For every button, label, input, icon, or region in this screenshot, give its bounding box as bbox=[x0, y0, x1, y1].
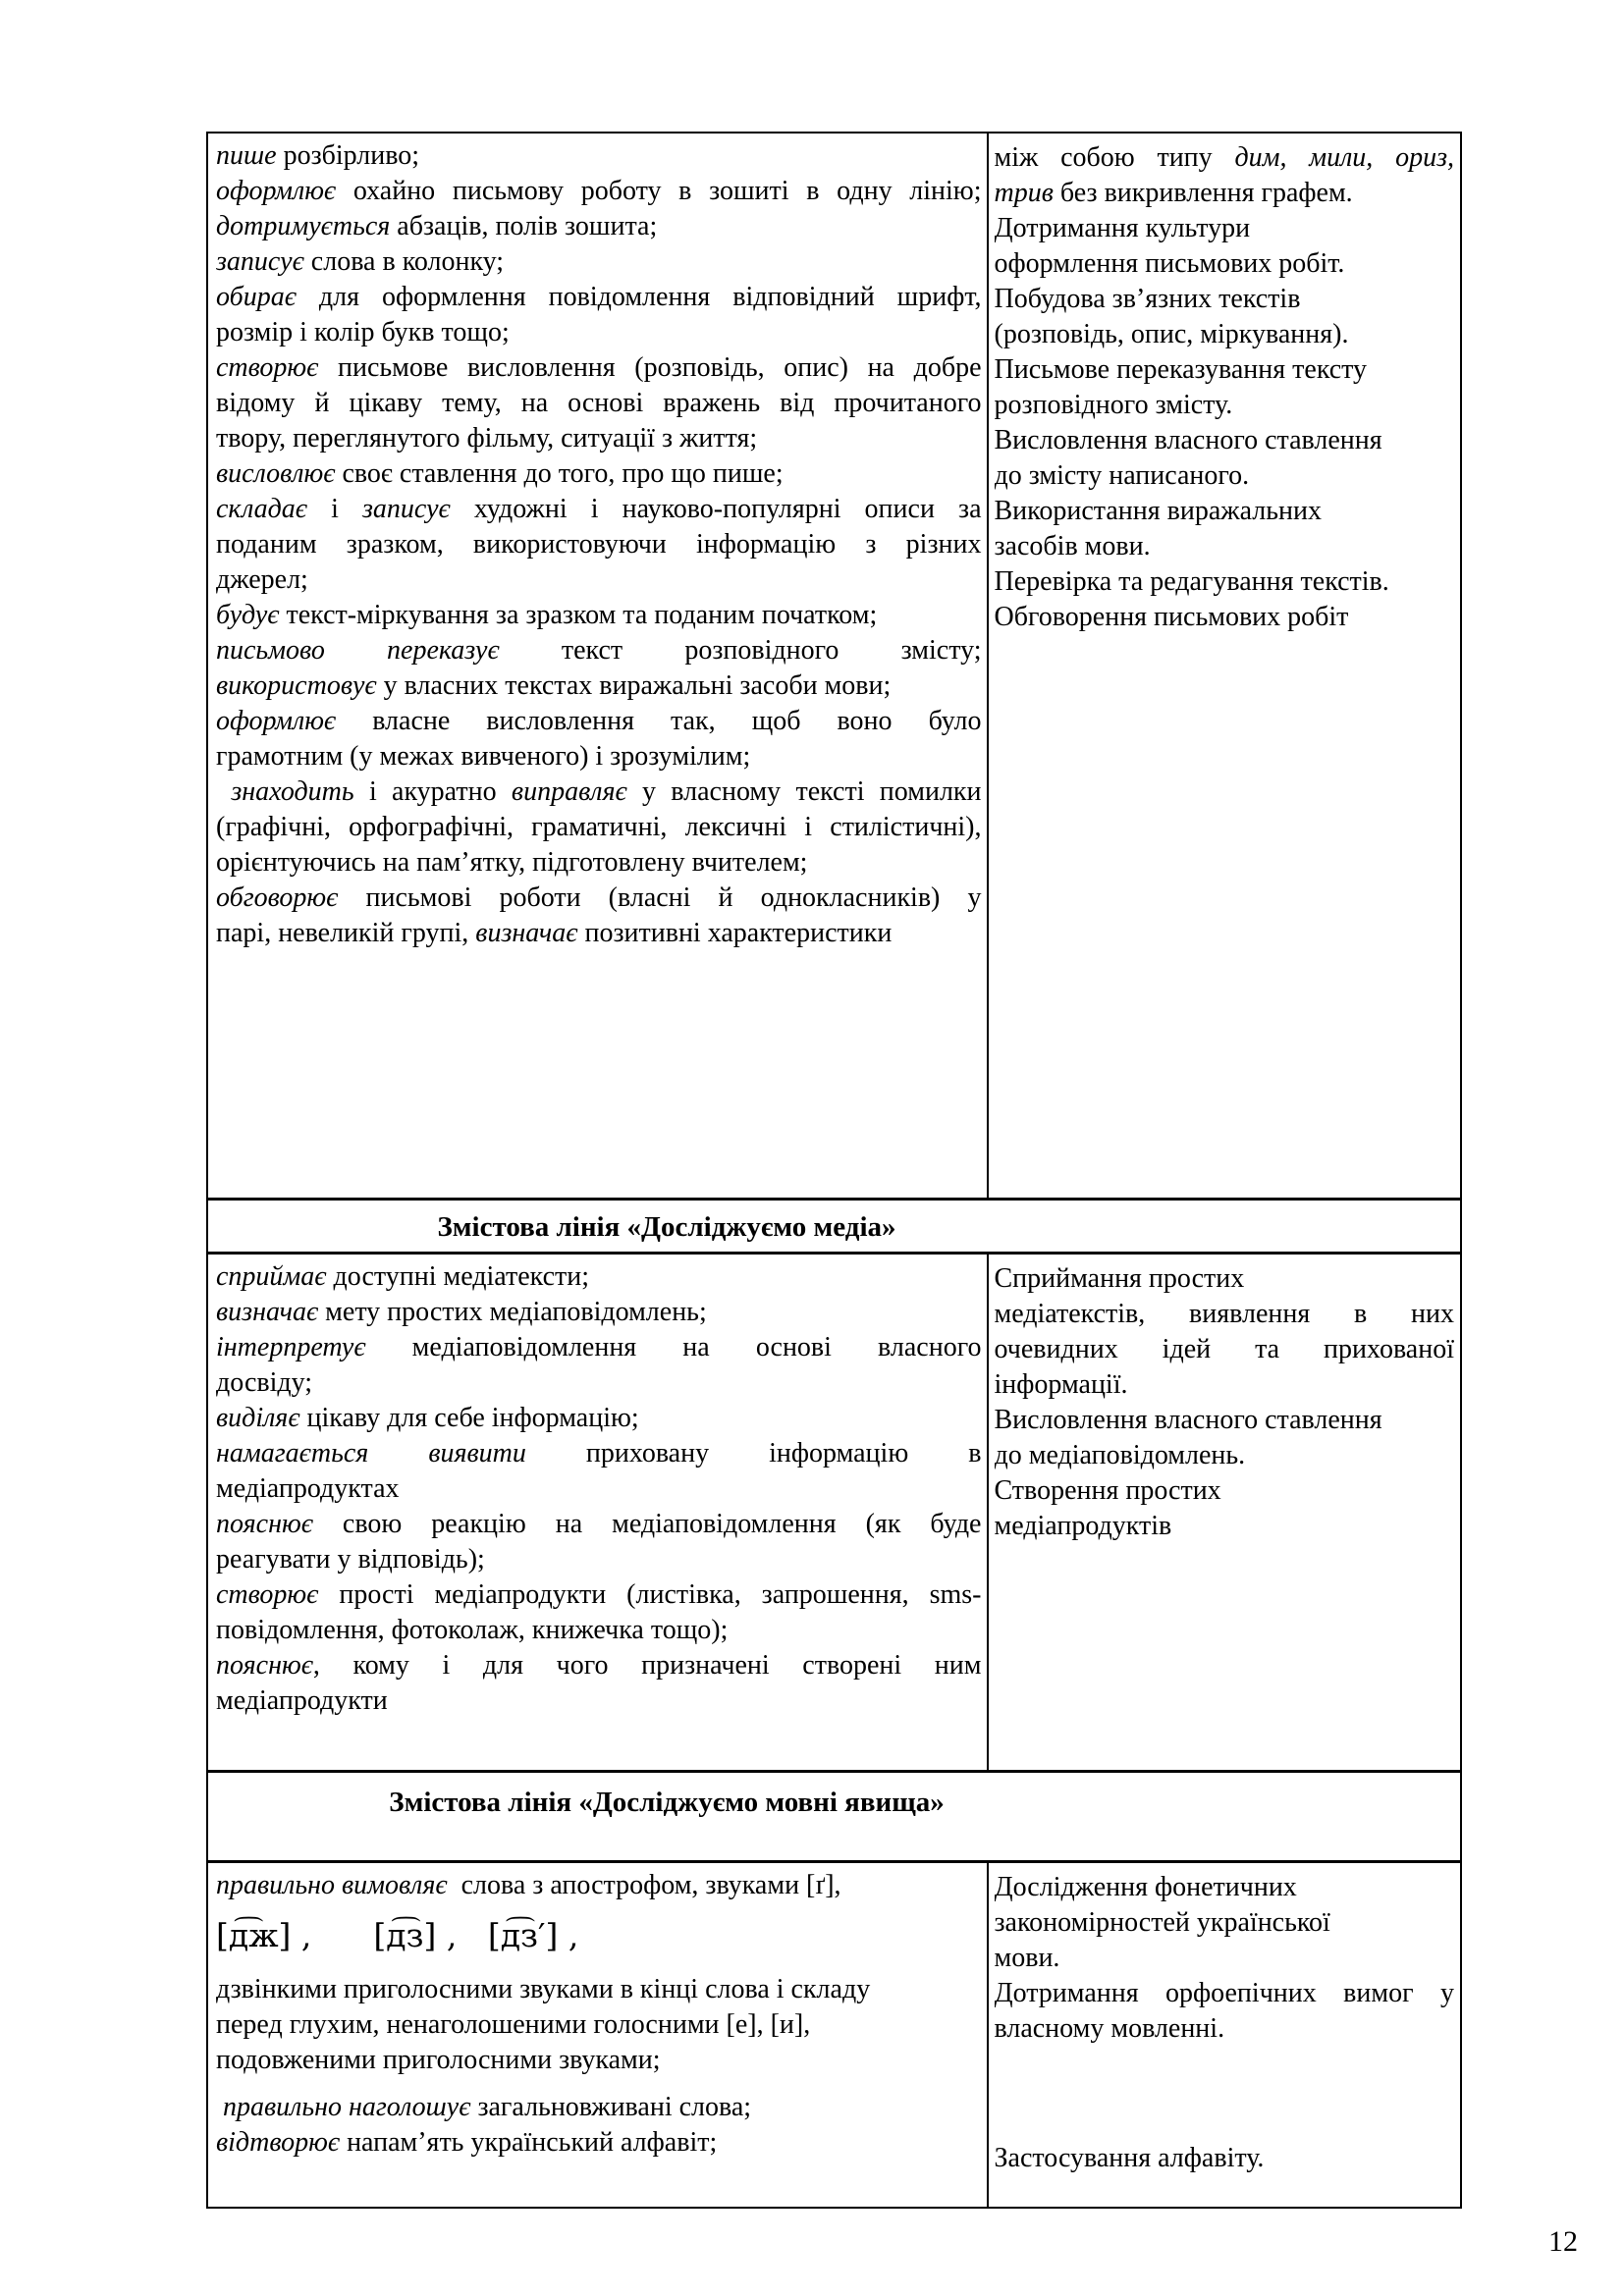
phonetics-content-cell bbox=[989, 1863, 1461, 2207]
text-line: повідомлення, фотоколаж, книжечка тощо); bbox=[216, 1615, 729, 1645]
text-line: створює письмове висловлення (розповідь, опис) на добре bbox=[216, 352, 982, 383]
text-line: використовує у власних текстах виражальні засоби мови; bbox=[216, 670, 892, 701]
text-line: медіапродукти bbox=[216, 1685, 388, 1716]
text-line: досвіду; bbox=[216, 1367, 313, 1398]
text-line: Дотримання орфоепічних вимог у bbox=[994, 1978, 1454, 2008]
text-line: Сприймання простих bbox=[994, 1263, 1245, 1294]
media-section-row bbox=[208, 1255, 1460, 1770]
curriculum-table bbox=[206, 132, 1462, 2209]
text-line: Обговорення письмових робіт bbox=[994, 602, 1349, 632]
text-line: оформлення письмових робіт. bbox=[994, 248, 1345, 279]
text-line: Письмове переказування тексту bbox=[994, 354, 1368, 385]
text-line: відому й цікаву тему, на основі вражень від прочитаного bbox=[216, 388, 982, 418]
text-line: до медіаповідомлень. bbox=[994, 1440, 1246, 1470]
text-line: реагувати у відповідь); bbox=[216, 1544, 485, 1575]
text-line: обирає для оформлення повідомлення відповідний шрифт, bbox=[216, 282, 982, 312]
text-line: твору, переглянутого фільму, ситуації з життя; bbox=[216, 423, 758, 454]
text-line: грамотним (у межах вивченого) і зрозумілим; bbox=[216, 741, 751, 772]
text-line: Побудова зв’язних текстів bbox=[994, 284, 1301, 314]
text-line: створює прості медіапродукти (листівка, запрошення, sms- bbox=[216, 1579, 982, 1610]
text-line bbox=[995, 2047, 1455, 2141]
text-line: визначає мету простих медіаповідомлень; bbox=[216, 1297, 707, 1327]
text-line: медіатекстів, виявлення в них bbox=[994, 1299, 1454, 1329]
text-line: орієнтуючись на пам’ятку, підготовлену вчителем; bbox=[216, 847, 808, 878]
text-line: (графічні, орфографічні, граматичні, лексичні і стилістичні), bbox=[216, 812, 982, 842]
media-outcomes-cell bbox=[208, 1255, 989, 1770]
phonetics-section-row bbox=[208, 1863, 1460, 2207]
text-line: перед глухим, ненаголошеними голосними [е], [и], bbox=[216, 2009, 811, 2040]
text-line: поданим зразком, використовуючи інформацію з різних bbox=[216, 529, 982, 560]
text-line: відтворює напам’ять український алфавіт; bbox=[216, 2127, 718, 2158]
text-line: обговорює письмові роботи (власні й однокласників) у bbox=[216, 882, 982, 913]
section-header-language bbox=[208, 1770, 1460, 1863]
text-line: Використання виражальних bbox=[994, 496, 1322, 526]
text-line: Дослідження фонетичних bbox=[994, 1872, 1297, 1902]
section-header-media bbox=[208, 1198, 1460, 1255]
text-line: джерел; bbox=[216, 564, 308, 595]
text-line: дотримується абзаців, полів зошита; bbox=[216, 211, 658, 241]
text-line: Висловлення власного ставлення bbox=[994, 425, 1382, 455]
text-line: парі, невеликій групі, визначає позитивні характеристики bbox=[216, 918, 893, 948]
text-line: медіапродуктах bbox=[216, 1473, 400, 1504]
text-line: розмір і колір букв тощо; bbox=[216, 317, 510, 347]
text-line: знаходить і акуратно виправляє у власному тексті помилки bbox=[231, 776, 982, 807]
text-line: висловлює своє ставлення до того, про що пише; bbox=[216, 458, 784, 489]
text-line: Створення простих bbox=[994, 1475, 1221, 1506]
text-line: між собою типу дим, мили, ориз, bbox=[994, 142, 1454, 173]
text-line: медіапродуктів bbox=[994, 1511, 1172, 1541]
text-line: складає і записує художні і науково-популярні описи за bbox=[216, 494, 982, 524]
media-content-cell bbox=[989, 1255, 1461, 1770]
text-line: власному мовленні. bbox=[994, 2013, 1225, 2044]
text-line: записує слова в колонку; bbox=[216, 246, 505, 277]
writing-outcomes-cell bbox=[208, 133, 989, 1198]
text-line: пояснює, кому і для чого призначені створені ним bbox=[216, 1650, 982, 1681]
text-line: [д͡ж] , [д͡з] , [д͡з′] , bbox=[216, 1916, 579, 1954]
text-line: Дотримання культури bbox=[994, 213, 1251, 243]
text-line: правильно наголошує загальновживані слова; bbox=[223, 2092, 752, 2122]
text-line: до змісту написаного. bbox=[994, 460, 1250, 491]
text-line: Перевірка та редагування текстів. bbox=[994, 566, 1389, 597]
text-line: правильно вимовляє слова з апострофом, звуками [ґ], bbox=[216, 1870, 841, 1900]
writing-content-cell bbox=[989, 133, 1461, 1198]
text-line: подовженими приголосними звуками; bbox=[216, 2045, 661, 2075]
text-line: намагається виявити приховану інформацію в bbox=[216, 1438, 982, 1468]
section-header-language-title: Змістова лінія «Досліджуємо мовні явища» bbox=[389, 1787, 945, 1818]
text-line: оформлює власне висловлення так, щоб воно було bbox=[216, 706, 982, 736]
phonetics-outcomes-cell bbox=[208, 1863, 989, 2207]
text-line: Висловлення власного ставлення bbox=[994, 1405, 1382, 1435]
text-line: очевидних ідей та прихованої bbox=[994, 1334, 1454, 1364]
text-line: трив без викривлення графем. bbox=[994, 178, 1353, 208]
section-header-media-title: Змістова лінія «Досліджуємо медіа» bbox=[437, 1211, 896, 1243]
text-line: письмово переказує текст розповідного змісту; bbox=[216, 635, 982, 666]
writing-section-row bbox=[208, 133, 1460, 1198]
text-line: оформлює охайно письмову роботу в зошиті в одну лінію; bbox=[216, 176, 982, 206]
text-line: виділяє цікаву для себе інформацію; bbox=[216, 1403, 639, 1433]
text-line: будує текст-міркування за зразком та поданим початком; bbox=[216, 600, 878, 630]
text-line: засобів мови. bbox=[994, 531, 1151, 561]
text-line: Застосування алфавіту. bbox=[994, 2143, 1265, 2173]
text-line: інформації. bbox=[994, 1369, 1128, 1400]
text-line: сприймає доступні медіатексти; bbox=[216, 1261, 590, 1292]
text-line: інтерпретує медіаповідомлення на основі власного bbox=[216, 1332, 982, 1362]
text-line: мови. bbox=[994, 1943, 1060, 1973]
text-line: розповідного змісту. bbox=[994, 390, 1233, 420]
page-number: 12 bbox=[1548, 2225, 1578, 2258]
text-line: пише розбірливо; bbox=[216, 140, 420, 171]
text-line: (розповідь, опис, міркування). bbox=[994, 319, 1349, 349]
text-line: закономірностей української bbox=[994, 1907, 1330, 1938]
text-line: дзвінкими приголосними звуками в кінці слова і складу bbox=[216, 1974, 871, 2004]
text-line: пояснює свою реакцію на медіаповідомлення (як буде bbox=[216, 1509, 982, 1539]
